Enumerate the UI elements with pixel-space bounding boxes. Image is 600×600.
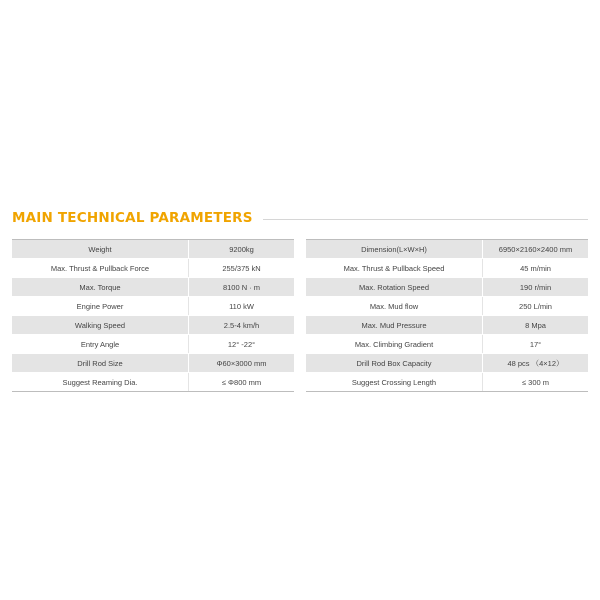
table-row (12, 278, 294, 297)
param-value: 6950×2160×2400 mm (482, 240, 588, 258)
parameters-table-left (12, 239, 294, 392)
table-row (12, 335, 294, 354)
table-row (12, 297, 294, 316)
title-divider (263, 219, 588, 220)
table-row (12, 316, 294, 335)
section-title: MAIN TECHNICAL PARAMETERS (12, 210, 253, 226)
param-label: Max. Climbing Gradient (354, 339, 434, 349)
param-value: 255/375 kN (188, 259, 294, 277)
section-header (12, 210, 588, 226)
param-label: Walking Speed (74, 320, 126, 330)
param-label: Max. Mud flow (369, 301, 419, 311)
param-value: 8 Mpa (482, 316, 588, 334)
param-value: ≤ 300 m (482, 373, 588, 391)
param-value: 45 m/min (482, 259, 588, 277)
table-row (12, 259, 294, 278)
param-label: Drill Rod Box Capacity (356, 358, 432, 368)
param-value: 17° (482, 335, 588, 353)
param-label: Max. Mud Pressure (361, 320, 427, 330)
table-row (306, 373, 588, 391)
param-value: Φ60×3000 mm (188, 354, 294, 372)
param-label: Max. Thrust & Pullback Speed (343, 263, 445, 273)
table-row (306, 354, 588, 373)
table-row (12, 373, 294, 391)
table-row (306, 278, 588, 297)
param-value: 110 kW (188, 297, 294, 315)
param-value: 12° -22° (188, 335, 294, 353)
param-label: Max. Rotation Speed (358, 282, 430, 292)
param-value: 190 r/min (482, 278, 588, 296)
parameters-table-right (306, 239, 588, 392)
param-label: Suggest Crossing Length (351, 377, 437, 387)
table-row (306, 297, 588, 316)
table-row (306, 335, 588, 354)
table-row (12, 240, 294, 259)
table-row (12, 354, 294, 373)
param-value: 48 pcs （4×12） (482, 354, 588, 372)
param-value: 250 L/min (482, 297, 588, 315)
param-value: ≤ Φ800 mm (188, 373, 294, 391)
table-row (306, 316, 588, 335)
param-label: Max. Thrust & Pullback Force (50, 263, 150, 273)
param-label: Suggest Reaming Dia. (62, 377, 138, 387)
param-label: Entry Angle (80, 339, 120, 349)
param-label: Max. Torque (79, 282, 121, 292)
param-label: Engine Power (76, 301, 124, 311)
table-row (306, 259, 588, 278)
param-value: 8100 N · m (188, 278, 294, 296)
table-row (306, 240, 588, 259)
param-value: 9200kg (188, 240, 294, 258)
param-label: Weight (88, 244, 112, 254)
param-label: Dimension(L×W×H) (361, 244, 427, 254)
param-label: Drill Rod Size (77, 358, 123, 368)
param-value: 2.5-4 km/h (188, 316, 294, 334)
